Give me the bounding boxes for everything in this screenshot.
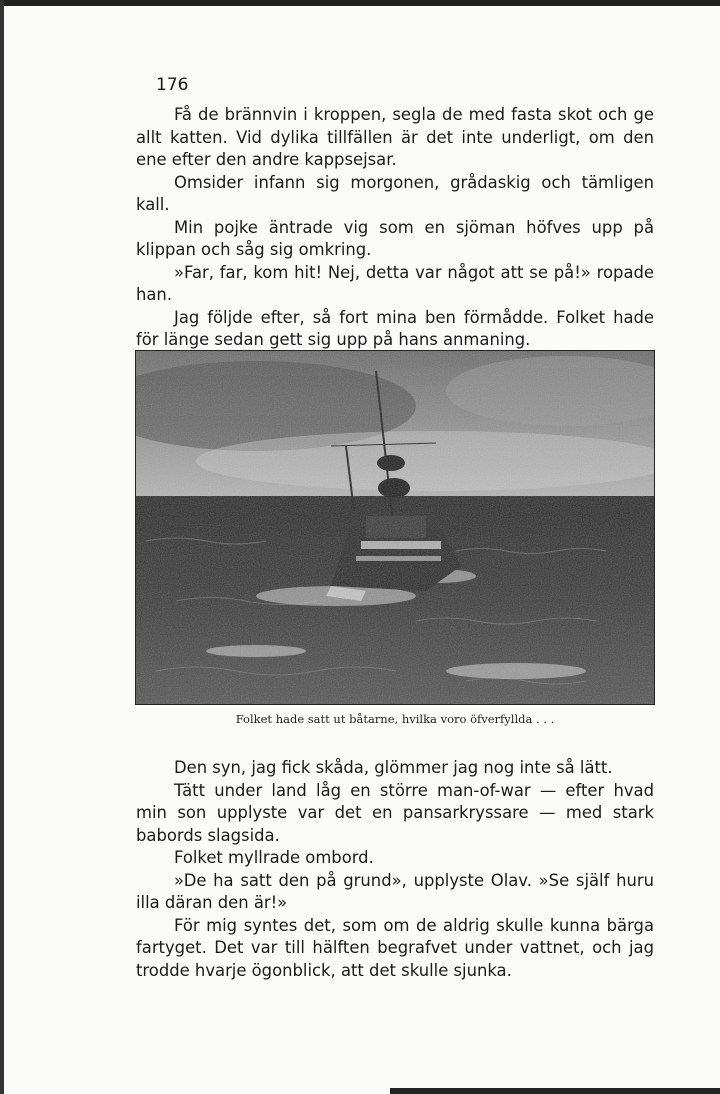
paragraph: »Far, far, kom hit! Nej, detta var något att se på!» ropade han. bbox=[136, 262, 654, 304]
scan-edge-bottom bbox=[390, 1088, 720, 1094]
paragraph: Folket myllrade ombord. bbox=[174, 848, 374, 867]
paragraph: Omsider infann sig morgonen, grådaskig och tämligen kall. bbox=[136, 172, 654, 214]
paragraph: »De ha satt den på grund», upplyste Olav. »Se själf huru illa däran den är!» bbox=[136, 870, 654, 912]
paragraph: Den syn, jag fick skåda, glömmer jag nog inte så lätt. bbox=[174, 758, 613, 777]
warship-photo bbox=[135, 350, 655, 705]
page-number: 176 bbox=[156, 75, 189, 95]
scan-edge-top bbox=[0, 0, 720, 6]
scan-edge-left bbox=[0, 0, 4, 1094]
paragraph: Tätt under land låg en större man-of-war — efter hvad min son upplyste var det en pansarkryssare — med stark babords slagsida. bbox=[136, 780, 654, 845]
figure-caption: Folket hade satt ut båtarne, hvilka voro öfverfyllda . . . bbox=[235, 712, 555, 726]
text-block-top bbox=[136, 104, 654, 352]
paragraph: Få de brännvin i kroppen, segla de med fasta skot och ge allt katten. Vid dylika tillfällen är det inte underligt, om den ene efter den andre kappsejsar. bbox=[136, 105, 654, 169]
paragraph: Jag följde efter, så fort mina ben förmådde. Folket hade för länge sedan gett sig upp på hans anmaning. bbox=[136, 307, 654, 349]
paragraph: För mig syntes det, som om de aldrig skulle kunna bärga fartyget. Det var till hälften begrafvet under vattnet, och jag trodde hvarje ögonblick, att det skulle sjunka. bbox=[136, 915, 654, 980]
paragraph: Min pojke äntrade vig som en sjöman höfves upp på klippan och såg sig omkring. bbox=[136, 217, 654, 259]
text-block-bottom bbox=[136, 757, 654, 982]
warship-illustration bbox=[136, 351, 655, 705]
